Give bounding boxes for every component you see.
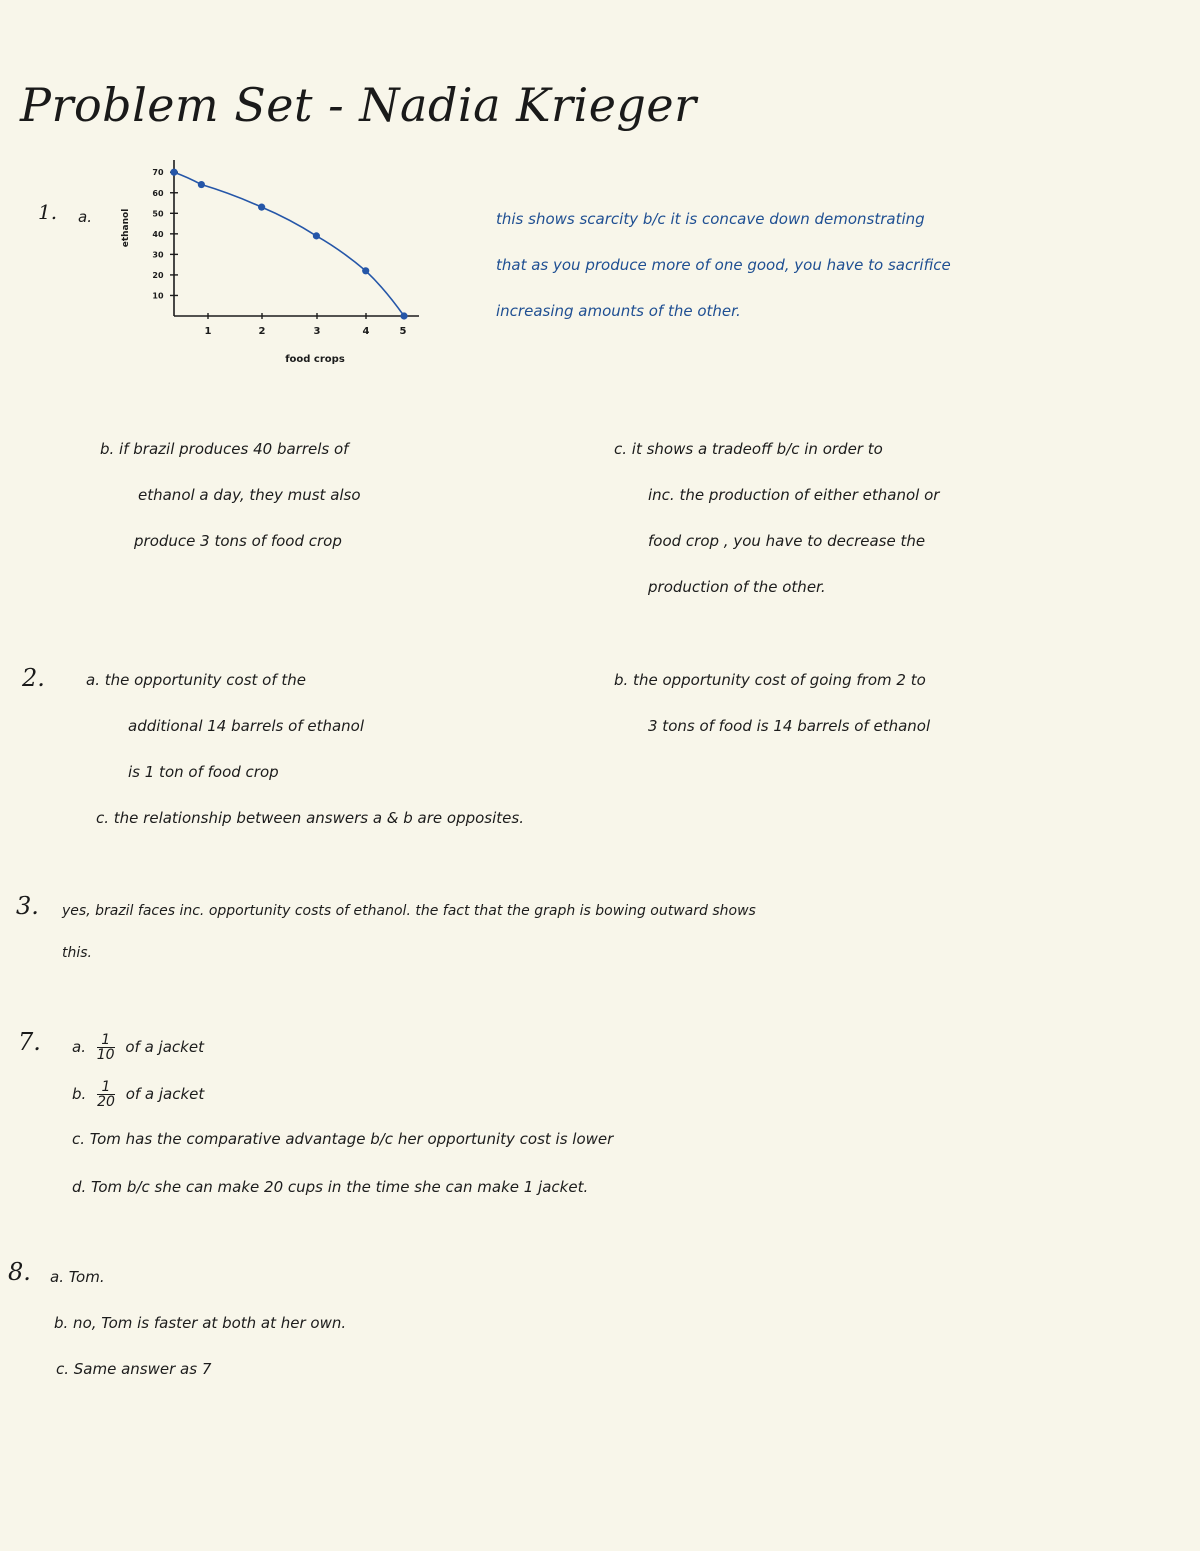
q7b-label: b. (72, 1085, 87, 1103)
q2a-line-2: additional 14 barrels of ethanol (128, 717, 365, 735)
q1a-line-1: this shows scarcity b/c it is concave down demonstrating (496, 210, 925, 228)
ppf-data-point (400, 312, 407, 319)
question-1-number: 1. (38, 200, 58, 224)
chart-points (170, 169, 407, 320)
q7a-fraction (97, 1033, 115, 1062)
ppf-chart (110, 150, 440, 375)
question-2b-answer (614, 657, 930, 749)
q2b-line-2: 3 tons of food is 14 barrels of ethanol (648, 717, 931, 735)
q7b-fraction-numerator: 1 (97, 1080, 115, 1095)
chart-axes (174, 160, 419, 316)
question-2c-answer: c. the relationship between answers a & b are opposites. (96, 809, 524, 827)
ppf-data-point (258, 204, 265, 211)
ppf-data-point (362, 267, 369, 274)
question-2-number: 2. (22, 664, 45, 692)
q7a-fraction-denominator: 10 (96, 1047, 115, 1063)
q1b-line-3: produce 3 tons of food crop (134, 532, 342, 550)
y-tick-label: 40 (152, 229, 164, 239)
question-8-answers (50, 1254, 346, 1392)
x-tick-label: 4 (362, 326, 370, 337)
y-tick-label: 60 (152, 188, 164, 198)
question-2a-answer (86, 657, 364, 795)
q7b-fraction-denominator: 20 (97, 1094, 115, 1110)
q1c-line-4: production of the other. (648, 578, 826, 596)
chart-series (174, 172, 404, 316)
y-tick-label: 50 (152, 209, 164, 219)
question-8-number: 8. (8, 1258, 31, 1286)
q1b-line-1: b. if brazil produces 40 barrels of (100, 440, 349, 458)
question-7a-answer (72, 1024, 204, 1070)
ppf-data-point (170, 169, 177, 176)
q3-line-1: yes, brazil faces inc. opportunity costs of ethanol. the fact that the graph is bowing outward shows (62, 903, 756, 919)
q8c-answer: c. Same answer as 7 (56, 1360, 212, 1378)
x-tick-label: 5 (399, 326, 407, 337)
question-1a-answer (496, 196, 951, 334)
question-7c-answer: c. Tom has the comparative advantage b/c her opportunity cost is lower (72, 1130, 614, 1148)
y-tick-label: 30 (152, 250, 164, 260)
question-3-answer (62, 888, 756, 976)
y-tick-label: 20 (152, 270, 164, 280)
q2b-line-1: b. the opportunity cost of going from 2 to (614, 671, 926, 689)
question-7-number: 7. (18, 1028, 41, 1056)
y-tick-label: 10 (152, 291, 164, 301)
x-tick-label: 1 (204, 326, 212, 337)
q1a-line-2: that as you produce more of one good, you have to sacrifice (496, 256, 951, 274)
x-tick-label: 2 (258, 326, 266, 337)
q1c-line-3: food crop , you have to decrease the (648, 532, 926, 550)
q2a-line-1: a. the opportunity cost of the (86, 671, 306, 689)
q7a-fraction-numerator: 1 (97, 1033, 115, 1048)
ppf-data-point (198, 181, 205, 188)
q7b-fraction (97, 1080, 115, 1109)
question-1b-answer (100, 426, 361, 564)
question-3-number: 3. (16, 892, 39, 920)
q1c-line-1: c. it shows a tradeoff b/c in order to (614, 440, 883, 458)
q2a-line-3: is 1 ton of food crop (128, 763, 279, 781)
question-7b-answer (72, 1071, 204, 1117)
question-7d-answer: d. Tom b/c she can make 20 cups in the time she can make 1 jacket. (72, 1178, 589, 1196)
q1b-line-2: ethanol a day, they must also (138, 486, 361, 504)
q1a-line-3: increasing amounts of the other. (496, 302, 741, 320)
q8b-answer: b. no, Tom is faster at both at her own. (54, 1314, 347, 1332)
page-title: Problem Set - Nadia Krieger (20, 78, 697, 132)
q7a-label: a. (72, 1038, 86, 1056)
question-1a-label: a. (78, 208, 92, 226)
q7b-text: of a jacket (125, 1085, 205, 1103)
ppf-data-point (313, 232, 320, 239)
q8a-answer: a. Tom. (50, 1268, 105, 1286)
q3-line-2: this. (62, 945, 92, 961)
question-1c-answer (614, 426, 939, 610)
q7a-text: of a jacket (125, 1038, 204, 1056)
ppf-curve (174, 172, 404, 316)
x-tick-label: 3 (313, 326, 321, 337)
q1c-line-2: inc. the production of either ethanol or (648, 486, 940, 504)
y-tick-label: 70 (152, 168, 164, 178)
chart-x-label: food crops (285, 354, 345, 365)
chart-y-label: ethanol (121, 208, 131, 248)
